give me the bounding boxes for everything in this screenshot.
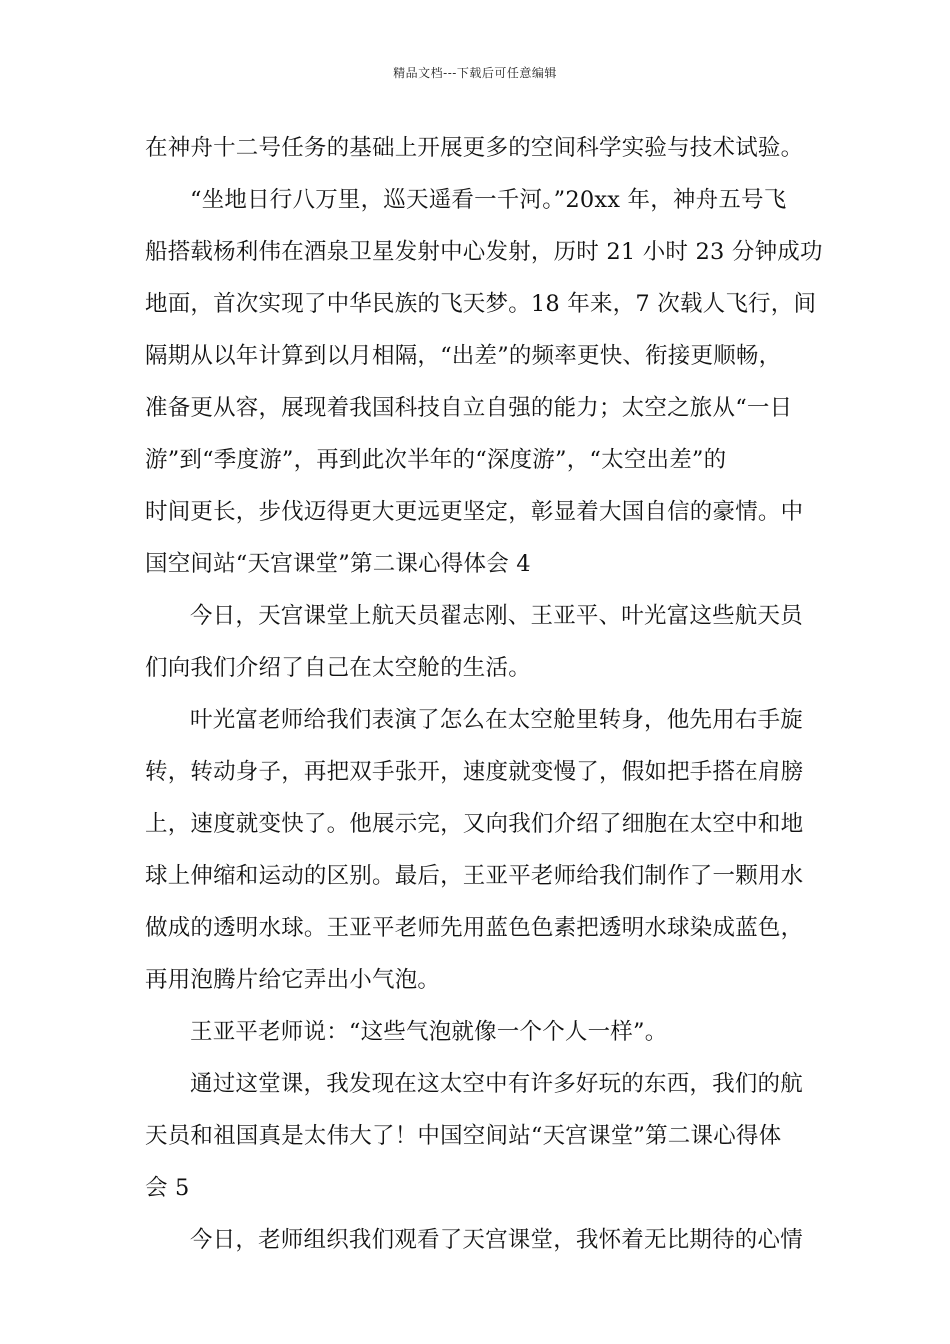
text-line: 做成的透明水球。王亚平老师先用蓝色色素把透明水球染成蓝色， bbox=[145, 915, 804, 941]
text-line: 今日，天宫课堂上航天员翟志刚、王亚平、叶光富这些航天员 bbox=[190, 603, 803, 629]
text-line: 叶光富老师给我们表演了怎么在太空舱里转身，他先用右手旋 bbox=[190, 707, 803, 733]
page-header: 精品文档---下载后可任意编辑 bbox=[393, 66, 557, 80]
text-line: 再用泡腾片给它弄出小气泡。 bbox=[145, 967, 441, 993]
text-line: 船搭载杨利伟在酒泉卫星发射中心发射，历时 21 小时 23 分钟成功 bbox=[145, 239, 823, 265]
text-line: 们向我们介绍了自己在太空舱的生活。 bbox=[145, 655, 531, 681]
text-line: 今日，老师组织我们观看了天宫课堂，我怀着无比期待的心情 bbox=[190, 1227, 803, 1253]
text-line: 通过这堂课，我发现在这太空中有许多好玩的东西，我们的航 bbox=[190, 1071, 803, 1097]
text-line: “坐地日行八万里，巡天遥看一千河。”20xx 年，神舟五号飞 bbox=[190, 187, 787, 213]
text-line: 时间更长，步伐迈得更大更远更坚定，彰显着大国自信的豪情。中 bbox=[145, 499, 804, 525]
document-body bbox=[145, 130, 823, 1274]
text-line: 隔期从以年计算到以月相隔，“出差”的频率更快、衔接更顺畅， bbox=[145, 343, 782, 369]
text-line: 球上伸缩和运动的区别。最后，王亚平老师给我们制作了一颗用水 bbox=[145, 863, 804, 889]
text-line: 转，转动身子，再把双手张开，速度就变慢了，假如把手搭在肩膀 bbox=[145, 759, 804, 785]
text-line: 王亚平老师说：“这些气泡就像一个个人一样”。 bbox=[190, 1019, 668, 1045]
text-line: 准备更从容，展现着我国科技自立自强的能力；太空之旅从“一日 bbox=[145, 395, 793, 421]
text-line: 地面，首次实现了中华民族的飞天梦。18 年来，7 次载人飞行，间 bbox=[145, 291, 817, 317]
text-line: 在神舟十二号任务的基础上开展更多的空间科学实验与技术试验。 bbox=[145, 135, 804, 161]
section-heading-line: 国空间站“天宫课堂”第二课心得体会 4 bbox=[145, 551, 531, 577]
text-line: 天员和祖国真是太伟大了！中国空间站“天宫课堂”第二课心得体 bbox=[145, 1123, 782, 1149]
text-line: 游”到“季度游”，再到此次半年的“深度游”，“太空出差”的 bbox=[145, 447, 727, 473]
text-line: 上，速度就变快了。他展示完，又向我们介绍了细胞在太空中和地 bbox=[145, 811, 804, 837]
section-heading-line: 会 5 bbox=[145, 1175, 190, 1201]
